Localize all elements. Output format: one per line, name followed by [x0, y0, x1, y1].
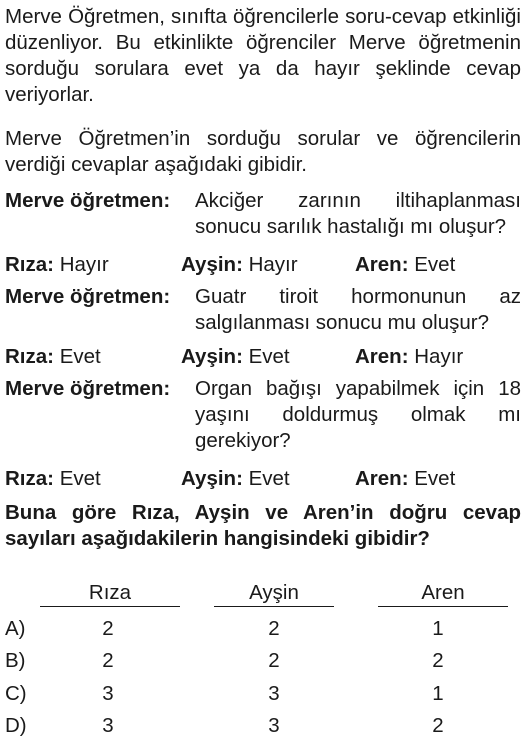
- answer-value: Evet: [248, 467, 290, 490]
- answer-value: Evet: [414, 467, 456, 490]
- student-label: Ayşin:: [181, 345, 243, 368]
- answer-value: Evet: [59, 467, 101, 490]
- option-value-aysin: 3: [268, 714, 280, 737]
- student-label: Rıza:: [5, 253, 54, 276]
- answer-riza: [5, 344, 101, 370]
- intro-paragraph-2: Merve Öğretmen’in sorduğu sorular ve öğrencilerin verdiği cevaplar aşağıdaki gibidir.: [5, 127, 521, 176]
- answer-value: Evet: [59, 345, 101, 368]
- answer-aren: [355, 344, 463, 370]
- option-value-aren: 2: [432, 649, 444, 672]
- student-label: Rıza:: [5, 345, 54, 368]
- answer-value: Evet: [248, 345, 290, 368]
- option-value-aren: 1: [432, 682, 444, 705]
- column-header-riza: Rıza: [40, 580, 180, 607]
- question-3: [5, 376, 521, 454]
- option-value-riza: 2: [102, 617, 114, 640]
- question-1: [5, 188, 521, 240]
- question-text: Guatr tiroit hormonunun az salgılanması sonucu mu oluşur?: [195, 285, 521, 334]
- teacher-label: Merve öğretmen:: [5, 377, 171, 400]
- option-value-aren: 2: [432, 714, 444, 737]
- answer-value: Hayır: [59, 253, 109, 276]
- answer-aysin: [181, 344, 290, 370]
- answer-aysin: [181, 466, 290, 492]
- option-value-riza: 3: [102, 714, 114, 737]
- answer-value: Hayır: [414, 345, 464, 368]
- student-label: Aren:: [355, 467, 409, 490]
- question-text: Akciğer zarının iltihaplanması sonucu sarılık hastalığı mı oluşur?: [195, 189, 521, 238]
- answer-value: Hayır: [248, 253, 298, 276]
- intro-paragraph: Merve Öğretmen, sınıfta öğrencilerle soru-cevap etkinliği düzenliyor. Bu etkinlikte öğrenciler Merve öğretmenin sorduğu sorulara evet ya da hayır şeklinde cevap veriyorlar.: [5, 5, 521, 106]
- student-label: Aren:: [355, 345, 409, 368]
- answer-aren: [355, 252, 455, 278]
- answer-value: Evet: [414, 253, 456, 276]
- teacher-label: Merve öğretmen:: [5, 189, 171, 212]
- question-2: [5, 284, 521, 336]
- teacher-label: Merve öğretmen:: [5, 285, 171, 308]
- student-label: Rıza:: [5, 467, 54, 490]
- option-label: C): [5, 682, 27, 705]
- column-header-aren: Aren: [378, 580, 508, 607]
- option-label: D): [5, 714, 27, 737]
- option-value-riza: 3: [102, 682, 114, 705]
- option-label: B): [5, 649, 26, 672]
- option-value-aysin: 3: [268, 682, 280, 705]
- option-value-riza: 2: [102, 649, 114, 672]
- option-value-aren: 1: [432, 617, 444, 640]
- option-value-aysin: 2: [268, 617, 280, 640]
- answer-riza: [5, 466, 101, 492]
- question-text: Organ bağışı yapabilmek için 18 yaşını doldurmuş olmak mı gerekiyor?: [195, 377, 521, 452]
- question-prompt: Buna göre Rıza, Ayşin ve Aren’in doğru cevap sayıları aşağıdakilerin hangisindeki gibidir?: [5, 501, 521, 550]
- answer-aysin: [181, 252, 298, 278]
- column-header-aysin: Ayşin: [214, 580, 334, 607]
- answer-aren: [355, 466, 455, 492]
- option-value-aysin: 2: [268, 649, 280, 672]
- student-label: Ayşin:: [181, 467, 243, 490]
- student-label: Ayşin:: [181, 253, 243, 276]
- answer-riza: [5, 252, 109, 278]
- student-label: Aren:: [355, 253, 409, 276]
- option-label: A): [5, 617, 26, 640]
